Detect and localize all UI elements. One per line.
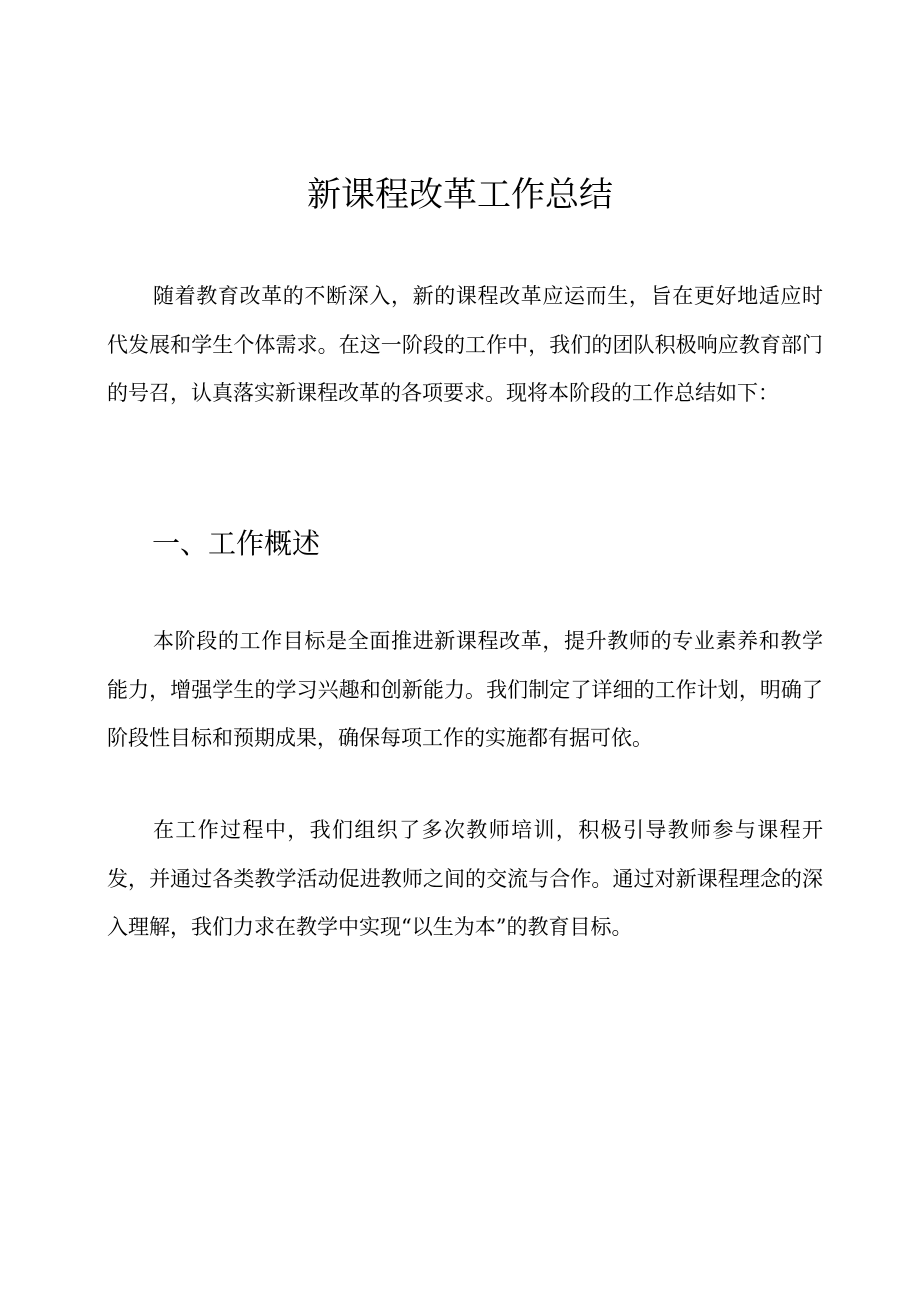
overview-paragraph-1: 本阶段的工作目标是全面推进新课程改革，提升教师的专业素养和教学能力，增强学生的学习兴趣和创新能力。我们制定了详细的工作计划，明确了阶段性目标和预期成果，确保每项工作的实施都有据可依。 (107, 629, 823, 750)
overview-paragraph-2: 在工作过程中，我们组织了多次教师培训，积极引导教师参与课程开发，并通过各类教学活动促进教师之间的交流与合作。通过对新课程理念的深入理解，我们力求在教学中实现“以生为本”的教育目标。 (107, 818, 823, 939)
section-heading-work-overview: 一、工作概述 (152, 527, 321, 560)
intro-paragraph: 随着教育改革的不断深入，新的课程改革应运而生，旨在更好地适应时代发展和学生个体需求。在这一阶段的工作中，我们的团队积极响应教育部门的号召，认真落实新课程改革的各项要求。现将本阶段的工作总结如下： (107, 284, 823, 405)
document-title: 新课程改革工作总结 (307, 175, 613, 215)
